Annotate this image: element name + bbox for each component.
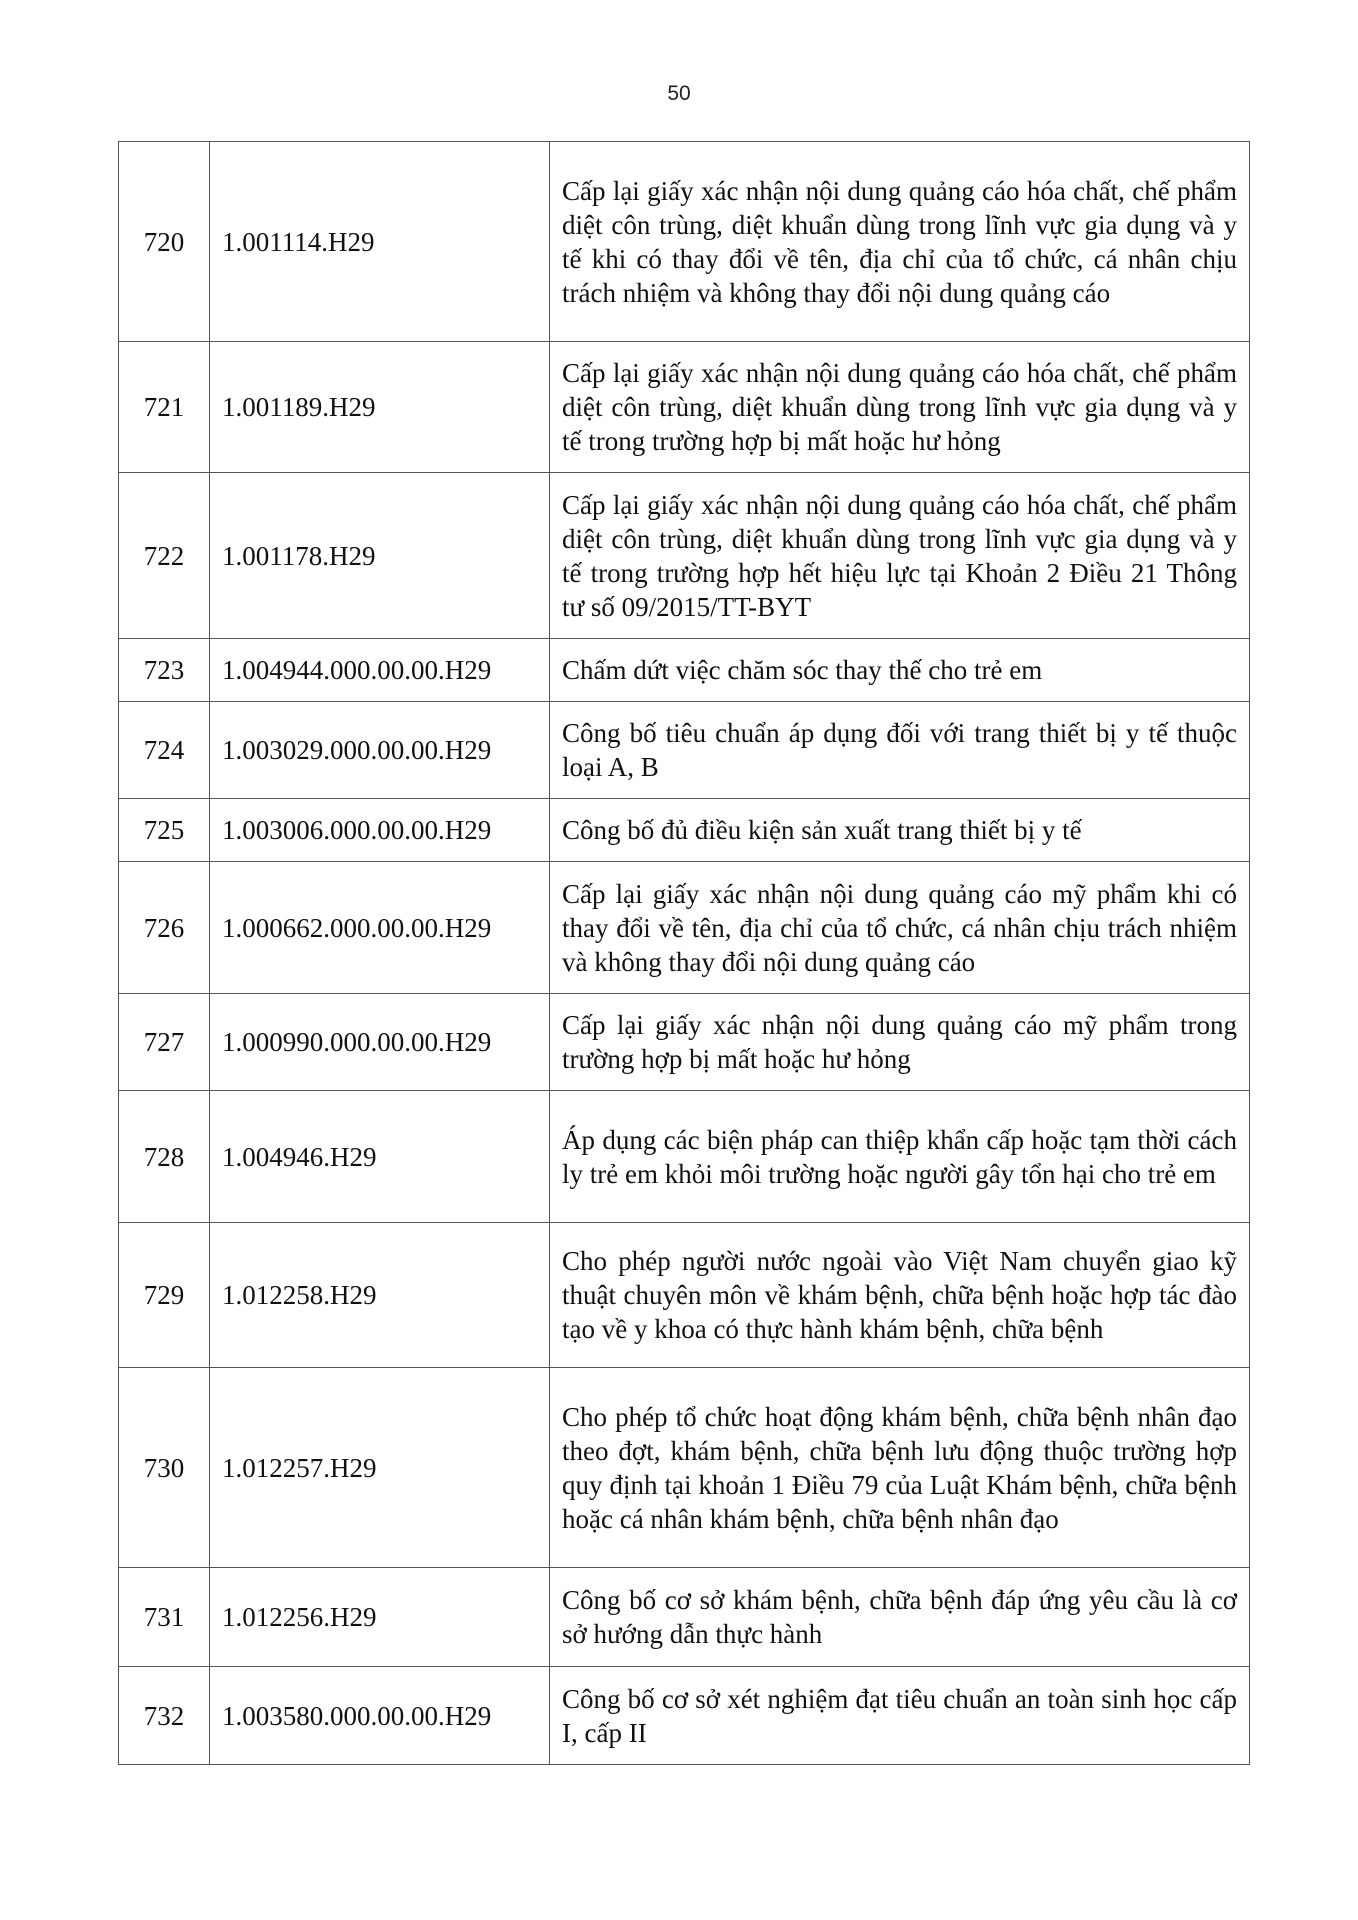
row-number: 727: [119, 994, 210, 1091]
page-number: 50: [667, 82, 691, 105]
procedure-table: [118, 141, 1250, 1765]
table-row: [119, 702, 1250, 799]
row-number: 724: [119, 702, 210, 799]
procedure-name: Công bố đủ điều kiện sản xuất trang thiết bị y tế: [550, 799, 1250, 862]
table-row: [119, 1368, 1250, 1568]
table-row: [119, 639, 1250, 702]
table-row: [119, 994, 1250, 1091]
procedure-name: Cấp lại giấy xác nhận nội dung quảng cáo hóa chất, chế phẩm diệt côn trùng, diệt khuẩn dùng trong lĩnh vực gia dụng và y tế trong trường hợp bị mất hoặc hư hỏng: [550, 342, 1250, 473]
table-row: [119, 862, 1250, 994]
procedure-code: 1.004944.000.00.00.H29: [210, 639, 550, 702]
procedure-name: Công bố cơ sở khám bệnh, chữa bệnh đáp ứng yêu cầu là cơ sở hướng dẫn thực hành: [550, 1568, 1250, 1667]
procedure-code: 1.001114.H29: [210, 142, 550, 342]
row-number: 730: [119, 1368, 210, 1568]
row-number: 731: [119, 1568, 210, 1667]
procedure-name: Cho phép tổ chức hoạt động khám bệnh, chữa bệnh nhân đạo theo đợt, khám bệnh, chữa bệnh lưu động thuộc trường hợp quy định tại khoản 1 Điều 79 của Luật Khám bệnh, chữa bệnh hoặc cá nhân khám bệnh, chữa bệnh nhân đạo: [550, 1368, 1250, 1568]
row-number: 722: [119, 473, 210, 639]
table-row: [119, 1667, 1250, 1765]
procedure-code: 1.012257.H29: [210, 1368, 550, 1568]
procedure-code: 1.012256.H29: [210, 1568, 550, 1667]
procedure-name: Cấp lại giấy xác nhận nội dung quảng cáo hóa chất, chế phẩm diệt côn trùng, diệt khuẩn dùng trong lĩnh vực gia dụng và y tế trong trường hợp hết hiệu lực tại Khoản 2 Điều 21 Thông tư số 09/2015/TT-BYT: [550, 473, 1250, 639]
table-row: [119, 1568, 1250, 1667]
table-row: [119, 799, 1250, 862]
procedure-name: Cấp lại giấy xác nhận nội dung quảng cáo mỹ phẩm trong trường hợp bị mất hoặc hư hỏng: [550, 994, 1250, 1091]
procedure-name: Công bố tiêu chuẩn áp dụng đối với trang thiết bị y tế thuộc loại A, B: [550, 702, 1250, 799]
procedure-name: Cấp lại giấy xác nhận nội dung quảng cáo mỹ phẩm khi có thay đổi về tên, địa chỉ của tổ chức, cá nhân chịu trách nhiệm và không thay đổi nội dung quảng cáo: [550, 862, 1250, 994]
procedure-code: 1.004946.H29: [210, 1091, 550, 1223]
procedure-code: 1.000990.000.00.00.H29: [210, 994, 550, 1091]
procedure-name: Công bố cơ sở xét nghiệm đạt tiêu chuẩn an toàn sinh học cấp I, cấp II: [550, 1667, 1250, 1765]
procedure-name: Cấp lại giấy xác nhận nội dung quảng cáo hóa chất, chế phẩm diệt côn trùng, diệt khuẩn dùng trong lĩnh vực gia dụng và y tế khi có thay đổi về tên, địa chỉ của tổ chức, cá nhân chịu trách nhiệm và không thay đổi nội dung quảng cáo: [550, 142, 1250, 342]
row-number: 728: [119, 1091, 210, 1223]
row-number: 726: [119, 862, 210, 994]
table-row: [119, 1223, 1250, 1368]
table-row: [119, 142, 1250, 342]
procedure-name: Chấm dứt việc chăm sóc thay thế cho trẻ em: [550, 639, 1250, 702]
procedure-code: 1.000662.000.00.00.H29: [210, 862, 550, 994]
procedure-code: 1.003006.000.00.00.H29: [210, 799, 550, 862]
procedure-name: Áp dụng các biện pháp can thiệp khẩn cấp hoặc tạm thời cách ly trẻ em khỏi môi trường hoặc người gây tổn hại cho trẻ em: [550, 1091, 1250, 1223]
table-row: [119, 1091, 1250, 1223]
procedure-code: 1.012258.H29: [210, 1223, 550, 1368]
procedure-code: 1.001178.H29: [210, 473, 550, 639]
row-number: 725: [119, 799, 210, 862]
procedure-name: Cho phép người nước ngoài vào Việt Nam chuyển giao kỹ thuật chuyên môn về khám bệnh, chữa bệnh hoặc hợp tác đào tạo về y khoa có thực hành khám bệnh, chữa bệnh: [550, 1223, 1250, 1368]
row-number: 732: [119, 1667, 210, 1765]
procedure-code: 1.003029.000.00.00.H29: [210, 702, 550, 799]
procedure-code: 1.003580.000.00.00.H29: [210, 1667, 550, 1765]
table-row: [119, 473, 1250, 639]
row-number: 723: [119, 639, 210, 702]
procedure-code: 1.001189.H29: [210, 342, 550, 473]
table-row: [119, 342, 1250, 473]
row-number: 720: [119, 142, 210, 342]
row-number: 729: [119, 1223, 210, 1368]
row-number: 721: [119, 342, 210, 473]
